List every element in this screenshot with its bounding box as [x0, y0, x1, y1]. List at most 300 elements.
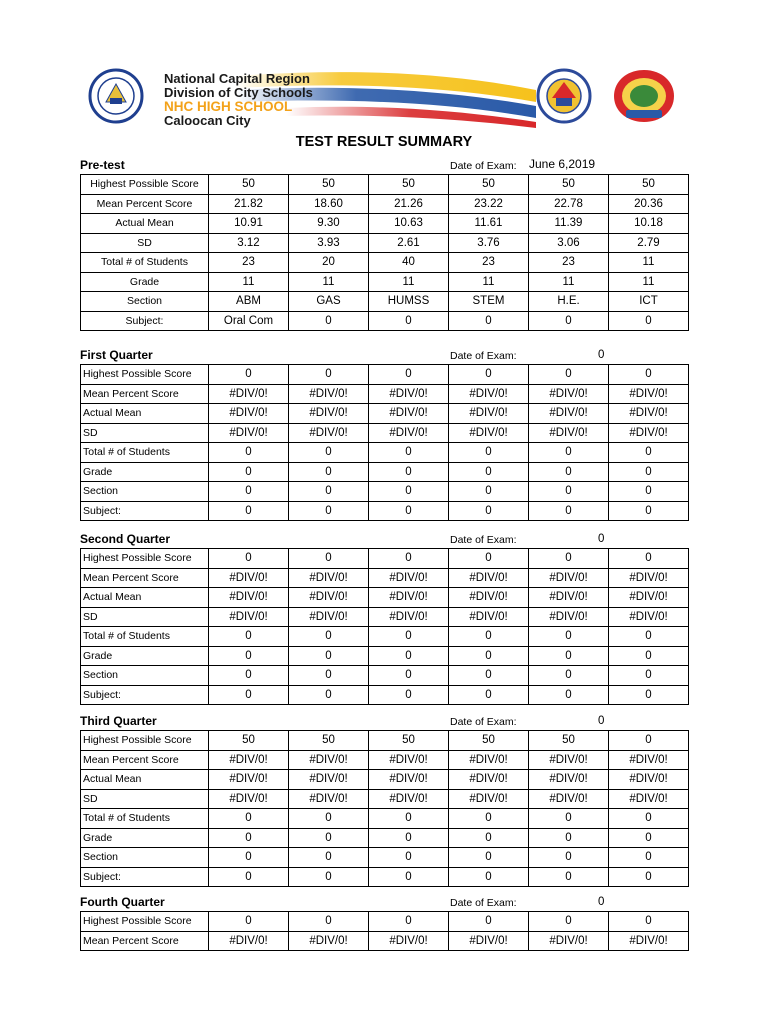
table-cell: 0 — [529, 549, 609, 569]
table-cell: 50 — [369, 731, 449, 751]
table-cell: 2.79 — [609, 233, 689, 253]
table-cell: 0 — [449, 365, 529, 385]
table-cell: #DIV/0! — [289, 588, 369, 608]
table-cell: 0 — [529, 501, 609, 521]
row-label: SD — [81, 789, 209, 809]
table-cell: 0 — [289, 646, 369, 666]
row-label: Section — [81, 848, 209, 868]
section-title: Second Quarter — [80, 532, 171, 546]
table-row — [81, 311, 689, 331]
row-label: Grade — [81, 272, 209, 292]
table-cell: 0 — [609, 501, 689, 521]
row-label: Mean Percent Score — [81, 568, 209, 588]
table-cell: 0 — [449, 809, 529, 829]
section-title: First Quarter — [80, 348, 153, 362]
section-header — [80, 891, 688, 911]
section-header — [80, 154, 688, 174]
exam-date-label: Date of Exam: — [450, 716, 517, 728]
table-cell: 50 — [369, 175, 449, 195]
table-cell: 0 — [289, 462, 369, 482]
table-cell: 0 — [449, 549, 529, 569]
table-cell: 0 — [369, 311, 449, 331]
table-cell: #DIV/0! — [289, 384, 369, 404]
table-cell: 0 — [369, 848, 449, 868]
table-cell: #DIV/0! — [449, 750, 529, 770]
table-cell: #DIV/0! — [449, 588, 529, 608]
table-cell: #DIV/0! — [449, 607, 529, 627]
table-cell: #DIV/0! — [369, 588, 449, 608]
table-cell: 0 — [369, 912, 449, 932]
table-cell: 50 — [449, 175, 529, 195]
table-cell: #DIV/0! — [529, 750, 609, 770]
table-cell: 0 — [449, 828, 529, 848]
table-cell: #DIV/0! — [209, 770, 289, 790]
table-cell: #DIV/0! — [529, 384, 609, 404]
table-row — [81, 253, 689, 273]
table-cell: #DIV/0! — [209, 568, 289, 588]
row-label: Grade — [81, 646, 209, 666]
table-row — [81, 867, 689, 887]
table-cell: 23 — [209, 253, 289, 273]
table-row — [81, 828, 689, 848]
table-cell: #DIV/0! — [609, 568, 689, 588]
table-cell: 0 — [529, 365, 609, 385]
row-label: Section — [81, 482, 209, 502]
row-label: Actual Mean — [81, 770, 209, 790]
table-cell: 0 — [209, 462, 289, 482]
section-pre-test — [80, 154, 688, 331]
table-row — [81, 931, 689, 951]
row-label: Total # of Students — [81, 253, 209, 273]
table-cell: 11 — [209, 272, 289, 292]
table-cell: #DIV/0! — [209, 931, 289, 951]
row-label: Subject: — [81, 867, 209, 887]
table-row — [81, 809, 689, 829]
table-cell: STEM — [449, 292, 529, 312]
row-label: Mean Percent Score — [81, 931, 209, 951]
table-cell: #DIV/0! — [369, 607, 449, 627]
table-cell: 0 — [289, 666, 369, 686]
row-label: SD — [81, 423, 209, 443]
exam-date-value: 0 — [598, 533, 605, 545]
table-cell: 0 — [529, 311, 609, 331]
table-cell: 11 — [289, 272, 369, 292]
table-cell: 0 — [609, 828, 689, 848]
table-cell: 2.61 — [369, 233, 449, 253]
table-row — [81, 233, 689, 253]
row-label: Highest Possible Score — [81, 912, 209, 932]
table-cell: 11.39 — [529, 214, 609, 234]
table-cell: 0 — [529, 912, 609, 932]
table-cell: #DIV/0! — [289, 750, 369, 770]
table-cell: 0 — [289, 867, 369, 887]
section-title: Third Quarter — [80, 714, 157, 728]
table-cell: 0 — [289, 685, 369, 705]
table-row — [81, 750, 689, 770]
table-cell: 0 — [529, 482, 609, 502]
table-cell: H.E. — [529, 292, 609, 312]
table-cell: 0 — [289, 549, 369, 569]
table-cell: 0 — [209, 646, 289, 666]
table-row — [81, 214, 689, 234]
section-header — [80, 528, 688, 548]
table-row — [81, 588, 689, 608]
table-cell: #DIV/0! — [369, 750, 449, 770]
table-cell: #DIV/0! — [609, 770, 689, 790]
table-cell: 10.63 — [369, 214, 449, 234]
section-title: Pre-test — [80, 158, 125, 172]
region-name: National Capital Region — [164, 71, 310, 86]
table-cell: #DIV/0! — [609, 423, 689, 443]
page-title: TEST RESULT SUMMARY — [295, 134, 473, 150]
table-cell: 11 — [369, 272, 449, 292]
table-cell: 50 — [209, 175, 289, 195]
results-table — [80, 548, 689, 705]
table-cell: 0 — [609, 627, 689, 647]
table-cell: 0 — [369, 549, 449, 569]
table-cell: 0 — [369, 809, 449, 829]
table-cell: #DIV/0! — [449, 384, 529, 404]
table-cell: 0 — [449, 867, 529, 887]
table-cell: #DIV/0! — [289, 404, 369, 424]
table-cell: 0 — [529, 828, 609, 848]
exam-date-value: 0 — [598, 896, 605, 908]
table-cell: 0 — [449, 666, 529, 686]
table-cell: 0 — [209, 828, 289, 848]
row-label: Highest Possible Score — [81, 549, 209, 569]
row-label: Total # of Students — [81, 809, 209, 829]
table-cell: 0 — [529, 666, 609, 686]
row-label: SD — [81, 233, 209, 253]
table-cell: HUMSS — [369, 292, 449, 312]
table-row — [81, 731, 689, 751]
institution-block — [164, 72, 313, 128]
table-row — [81, 292, 689, 312]
table-row — [81, 404, 689, 424]
table-cell: 20.36 — [609, 194, 689, 214]
results-table — [80, 730, 689, 887]
row-label: Mean Percent Score — [81, 194, 209, 214]
division-city-schools-seal-icon — [536, 68, 592, 124]
table-cell: 0 — [529, 809, 609, 829]
table-cell: #DIV/0! — [529, 770, 609, 790]
table-cell: 0 — [369, 828, 449, 848]
table-cell: #DIV/0! — [209, 423, 289, 443]
table-cell: 0 — [209, 666, 289, 686]
section-title: Fourth Quarter — [80, 895, 165, 909]
table-cell: 50 — [529, 175, 609, 195]
table-cell: #DIV/0! — [209, 588, 289, 608]
table-cell: #DIV/0! — [289, 568, 369, 588]
table-cell: #DIV/0! — [529, 404, 609, 424]
table-cell: 0 — [369, 501, 449, 521]
table-cell: 3.93 — [289, 233, 369, 253]
table-cell: 0 — [369, 365, 449, 385]
table-cell: #DIV/0! — [449, 404, 529, 424]
table-cell: 0 — [609, 311, 689, 331]
table-cell: 11.61 — [449, 214, 529, 234]
table-row — [81, 607, 689, 627]
table-cell: #DIV/0! — [209, 384, 289, 404]
table-cell: 0 — [289, 809, 369, 829]
row-label: Mean Percent Score — [81, 750, 209, 770]
table-cell: 22.78 — [529, 194, 609, 214]
table-cell: 0 — [369, 666, 449, 686]
row-label: Section — [81, 666, 209, 686]
table-cell: #DIV/0! — [449, 789, 529, 809]
table-cell: 0 — [609, 549, 689, 569]
section-header — [80, 710, 688, 730]
results-table — [80, 364, 689, 521]
table-cell: #DIV/0! — [609, 404, 689, 424]
table-cell: 0 — [609, 443, 689, 463]
table-cell: 11 — [609, 272, 689, 292]
table-cell: 3.76 — [449, 233, 529, 253]
row-label: Actual Mean — [81, 588, 209, 608]
section-second-quarter — [80, 528, 688, 705]
table-cell: #DIV/0! — [449, 770, 529, 790]
row-label: Grade — [81, 462, 209, 482]
row-label: Subject: — [81, 685, 209, 705]
table-row — [81, 627, 689, 647]
table-cell: 0 — [609, 912, 689, 932]
table-cell: 0 — [529, 627, 609, 647]
table-cell: 23 — [449, 253, 529, 273]
table-row — [81, 912, 689, 932]
table-cell: 0 — [289, 848, 369, 868]
table-cell: #DIV/0! — [529, 931, 609, 951]
table-cell: 0 — [209, 848, 289, 868]
table-cell: #DIV/0! — [369, 931, 449, 951]
table-cell: #DIV/0! — [529, 423, 609, 443]
table-cell: 21.26 — [369, 194, 449, 214]
row-label: Subject: — [81, 311, 209, 331]
table-cell: #DIV/0! — [609, 750, 689, 770]
table-cell: 50 — [289, 175, 369, 195]
table-cell: 11 — [449, 272, 529, 292]
table-cell: #DIV/0! — [609, 789, 689, 809]
table-cell: #DIV/0! — [209, 404, 289, 424]
table-cell: 0 — [449, 646, 529, 666]
table-cell: 10.18 — [609, 214, 689, 234]
row-label: Section — [81, 292, 209, 312]
deped-seal-icon — [88, 68, 144, 124]
table-cell: 0 — [289, 482, 369, 502]
table-cell: #DIV/0! — [209, 789, 289, 809]
table-row — [81, 568, 689, 588]
table-cell: 0 — [449, 685, 529, 705]
table-cell: 0 — [209, 912, 289, 932]
table-cell: #DIV/0! — [529, 789, 609, 809]
table-cell: 0 — [609, 646, 689, 666]
table-cell: #DIV/0! — [529, 607, 609, 627]
table-cell: 23 — [529, 253, 609, 273]
table-cell: 0 — [449, 912, 529, 932]
table-cell: #DIV/0! — [289, 789, 369, 809]
row-label: Actual Mean — [81, 214, 209, 234]
table-cell: #DIV/0! — [209, 607, 289, 627]
section-header — [80, 344, 688, 364]
nhc-school-seal-icon — [612, 68, 676, 124]
table-cell: 23.22 — [449, 194, 529, 214]
table-cell: 0 — [449, 848, 529, 868]
table-cell: #DIV/0! — [529, 568, 609, 588]
row-label: Highest Possible Score — [81, 365, 209, 385]
table-cell: 0 — [609, 482, 689, 502]
table-cell: 0 — [289, 311, 369, 331]
row-label: Mean Percent Score — [81, 384, 209, 404]
table-cell: 0 — [449, 443, 529, 463]
table-cell: 10.91 — [209, 214, 289, 234]
table-cell: 0 — [609, 666, 689, 686]
table-row — [81, 194, 689, 214]
table-cell: 0 — [289, 627, 369, 647]
table-cell: 0 — [209, 627, 289, 647]
section-first-quarter — [80, 344, 688, 521]
results-table — [80, 911, 689, 951]
table-cell: 0 — [449, 462, 529, 482]
school-name: NHC HIGH SCHOOL — [164, 99, 293, 114]
table-cell: 0 — [529, 646, 609, 666]
table-cell: 0 — [209, 685, 289, 705]
table-cell: #DIV/0! — [369, 404, 449, 424]
exam-date-label: Date of Exam: — [450, 160, 517, 172]
table-row — [81, 423, 689, 443]
table-cell: 0 — [609, 685, 689, 705]
header-banner — [86, 68, 686, 132]
table-row — [81, 272, 689, 292]
table-cell: 50 — [609, 175, 689, 195]
table-cell: 0 — [289, 501, 369, 521]
table-cell: Oral Com — [209, 311, 289, 331]
table-cell: 0 — [289, 912, 369, 932]
table-cell: 0 — [289, 828, 369, 848]
table-cell: 0 — [289, 365, 369, 385]
table-cell: GAS — [289, 292, 369, 312]
row-label: Actual Mean — [81, 404, 209, 424]
table-cell: 0 — [369, 462, 449, 482]
table-cell: #DIV/0! — [289, 423, 369, 443]
table-cell: 0 — [449, 627, 529, 647]
table-row — [81, 549, 689, 569]
table-cell: #DIV/0! — [449, 931, 529, 951]
table-cell: 0 — [209, 867, 289, 887]
table-cell: 9.30 — [289, 214, 369, 234]
table-cell: #DIV/0! — [529, 588, 609, 608]
table-cell: 50 — [449, 731, 529, 751]
table-cell: 50 — [289, 731, 369, 751]
table-cell: 0 — [609, 867, 689, 887]
table-cell: #DIV/0! — [369, 568, 449, 588]
table-cell: 0 — [369, 646, 449, 666]
table-cell: 0 — [609, 731, 689, 751]
table-cell: #DIV/0! — [369, 770, 449, 790]
table-cell: 0 — [369, 627, 449, 647]
table-cell: #DIV/0! — [609, 588, 689, 608]
exam-date-label: Date of Exam: — [450, 534, 517, 546]
table-cell: #DIV/0! — [289, 770, 369, 790]
table-row — [81, 646, 689, 666]
table-cell: 3.06 — [529, 233, 609, 253]
table-cell: 0 — [529, 443, 609, 463]
table-cell: 0 — [369, 482, 449, 502]
table-cell: 0 — [529, 867, 609, 887]
table-row — [81, 175, 689, 195]
table-cell: 0 — [369, 685, 449, 705]
division-name: Division of City Schools — [164, 85, 313, 100]
table-cell: ABM — [209, 292, 289, 312]
table-row — [81, 685, 689, 705]
table-cell: 50 — [209, 731, 289, 751]
table-cell: 0 — [449, 311, 529, 331]
table-cell: 0 — [529, 685, 609, 705]
table-cell: 0 — [529, 848, 609, 868]
table-cell: #DIV/0! — [369, 423, 449, 443]
table-cell: #DIV/0! — [369, 789, 449, 809]
table-cell: #DIV/0! — [289, 931, 369, 951]
row-label: SD — [81, 607, 209, 627]
table-cell: 0 — [609, 365, 689, 385]
table-row — [81, 365, 689, 385]
table-row — [81, 666, 689, 686]
city-name: Caloocan City — [164, 113, 251, 128]
row-label: Grade — [81, 828, 209, 848]
table-cell: ICT — [609, 292, 689, 312]
table-cell: #DIV/0! — [449, 423, 529, 443]
table-row — [81, 482, 689, 502]
table-cell: 21.82 — [209, 194, 289, 214]
row-label: Highest Possible Score — [81, 175, 209, 195]
table-cell: 0 — [449, 482, 529, 502]
table-cell: #DIV/0! — [289, 607, 369, 627]
table-cell: 0 — [369, 443, 449, 463]
table-cell: 0 — [609, 462, 689, 482]
table-cell: 0 — [609, 848, 689, 868]
table-cell: 20 — [289, 253, 369, 273]
table-cell: 40 — [369, 253, 449, 273]
table-cell: 0 — [369, 867, 449, 887]
table-cell: #DIV/0! — [449, 568, 529, 588]
table-cell: #DIV/0! — [609, 384, 689, 404]
table-cell: #DIV/0! — [369, 384, 449, 404]
table-row — [81, 848, 689, 868]
section-fourth-quarter — [80, 891, 688, 951]
row-label: Total # of Students — [81, 627, 209, 647]
table-cell: 50 — [529, 731, 609, 751]
table-cell: #DIV/0! — [609, 931, 689, 951]
table-cell: 11 — [529, 272, 609, 292]
table-row — [81, 443, 689, 463]
results-table — [80, 174, 689, 331]
row-label: Highest Possible Score — [81, 731, 209, 751]
row-label: Total # of Students — [81, 443, 209, 463]
table-cell: 0 — [609, 809, 689, 829]
table-row — [81, 462, 689, 482]
table-cell: 3.12 — [209, 233, 289, 253]
exam-date-label: Date of Exam: — [450, 350, 517, 362]
table-cell: 0 — [529, 462, 609, 482]
table-cell: #DIV/0! — [609, 607, 689, 627]
table-cell: 0 — [449, 501, 529, 521]
table-cell: 11 — [609, 253, 689, 273]
table-cell: 18.60 — [289, 194, 369, 214]
table-cell: 0 — [289, 443, 369, 463]
exam-date-label: Date of Exam: — [450, 897, 517, 909]
table-cell: 0 — [209, 365, 289, 385]
table-cell: 0 — [209, 501, 289, 521]
table-row — [81, 384, 689, 404]
table-cell: #DIV/0! — [209, 750, 289, 770]
